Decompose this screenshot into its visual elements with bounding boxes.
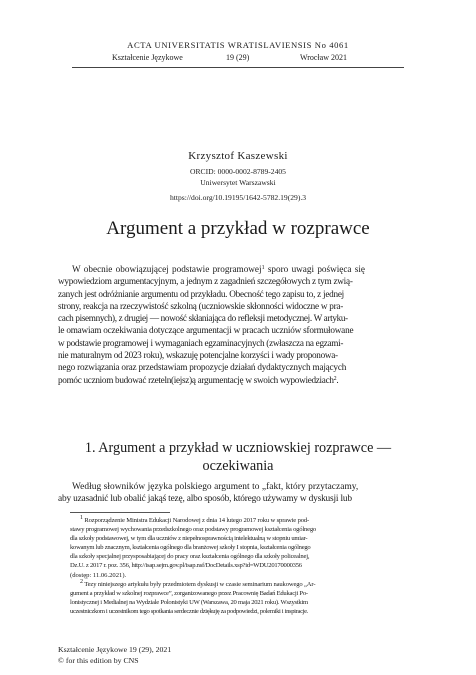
footer-citation: Kształcenie Językowe 19 (29), 2021: [58, 645, 172, 654]
author-name: Krzysztof Kaszewski: [188, 150, 288, 162]
author-orcid: ORCID: 0000-0002-8789-2405: [190, 167, 286, 176]
place-year: Wrocław 2021: [300, 53, 347, 62]
footnote-ref-2[interactable]: 2: [333, 375, 337, 382]
abstract-line: W obecnie obowiązującej podstawie programowej$^1$ sporo uwagi poświęca się: [72, 264, 366, 274]
footnote-2: $^2$ Tezy niniejszego artykułu były przedmiotem dyskusji w czasie seminarium naukowego „Ar- gument a przykład w szkolnej rozprawce”, zorganizowanego przez Pracownię Badań Edukacji Po- lonistycznej i Medialnej na Wydziale Polonistyki UW (Warszawa, 20 maja 2021 roku). Wszystkim uczestniczkom i uczestnikom tego spotkania serdecznie dziękuję za podpowiedzi, polemiki i inspiracje.: [70, 580, 416, 616]
footnote-line: dla szkoły specjalnej przysposabiającej do pracy oraz kształcenia ogólnego dla szkoły policealnej,: [70, 553, 310, 561]
footnote-1: $^1$ Rozporządzenie Ministra Edukacji Narodowej z dnia 14 lutego 2017 roku w sprawie pod- stawy programowej wychowania przedszkolnego oraz podstawy programowej kształcenia ogólnego dla szkoły podstawowej, w tym dla uczniów z niepełnosprawnością intelektualną w stopniu umiar- kowanym lub znacznym, kształcenia ogólnego dla branżowej szkoły I stopnia, kształcenia ogólnego dla szkoły specjalnej przysposabiającej do pracy oraz kształcenia ogólnego dla szkoły policealnej, Dz.U. z 2017 r. poz. 356, http://isap.sejm.gov.pl/isap.nsf/DocDetails.xsp?id=WDU20170000356 (dostęp: 11.06.2021).: [70, 516, 416, 580]
abstract-line: w podstawie programowej i wymaganiach egzaminacyjnych (zwłaszcza na egzami-: [58, 337, 344, 348]
footnote-line: dla szkoły podstawowej, w tym dla uczniów z niepełnosprawnością intelektualną w stopniu umiar-: [70, 535, 308, 543]
abstract-line: pomóc uczniom budować rzeteln(iejsz)ą argumentację w swoich wypowiedziach$^2$.: [58, 374, 339, 385]
doi-link[interactable]: https://doi.org/10.19195/1642-5782.19(29).3: [169, 193, 307, 202]
footer-copyright: © for this edition by CNS: [58, 656, 139, 665]
section-heading-line: 1. Argument a przykład w uczniowskiej rozprawce —: [84, 440, 392, 456]
footnote-line: Dz.U. z 2017 r. poz. 356, http://isap.sejm.gov.pl/isap.nsf/DocDetails.xsp?id=WDU20170000356: [70, 562, 302, 570]
abstract-line: zanych jest odróżnianie argumentu od przykładu. Obecność tego zapisu to, z jednej: [58, 288, 344, 299]
footnote-line: kowanym lub znacznym, kształcenia ogólnego dla branżowej szkoły I stopnia, kształcenia ogólnego: [70, 544, 311, 552]
journal-header: ACTA UNIVERSITATIS WRATISLAVIENSIS No 4061: [127, 40, 349, 50]
footnote-line: lonistycznej i Medialnej na Wydziale Polonistyki UW (Warszawa, 20 maja 2021 roku). Wszystkim: [70, 598, 308, 606]
abstract-line: strony, reakcja na rzeczywistość szkolną (uczniowskie skłonności widoczne w pra-: [58, 300, 344, 311]
footnote-rule: [70, 512, 170, 513]
footnote-line: uczestniczkom i uczestnikom tego spotkania serdecznie dziękuję za podpowiedzi, polemiki i inspiracje.: [70, 607, 309, 615]
abstract-line: nie maturalnym od 2023 roku), wskazuję potencjalne korzyści i wady proponowa-: [58, 350, 338, 361]
volume-number: 19 (29): [226, 53, 250, 62]
abstract: [58, 263, 414, 386]
body-line: Według słowników języka polskiego argument to „fakt, który przytaczamy,: [72, 482, 359, 492]
series-name: Kształcenie Językowe: [112, 53, 183, 62]
abstract-line: nego rozwiązania oraz przedstawiam propozycje działań dydaktycznych mających: [58, 362, 347, 373]
section-heading: [58, 440, 418, 475]
article-title: Argument a przykład w rozprawce: [106, 218, 370, 239]
abstract-line: cach pisemnych), z drugiej — nowość skłaniająca do refleksji metodycznej. W artyku-: [58, 313, 348, 324]
page-footer: [58, 644, 171, 666]
footnote-ref-1[interactable]: 1: [261, 265, 265, 271]
header-rule: [72, 67, 404, 68]
footnote-number: 1: [80, 515, 83, 521]
footnotes: [70, 516, 416, 616]
footnote-line: (dostęp: 11.06.2021).: [70, 571, 127, 579]
section-heading-line: oczekiwania: [202, 457, 274, 474]
footnote-line: gument a przykład w szkolnej rozprawce”, zorganizowanego przez Pracownię Badań Edukacji Po-: [70, 589, 308, 597]
footnote-number: 2: [80, 578, 83, 585]
body-text: [58, 481, 418, 506]
abstract-line: le omawiam oczekiwania dotyczące argumentacji w pracach uczniów sformułowane: [58, 325, 354, 336]
author-affiliation: Uniwersytet Warszawski: [200, 178, 276, 187]
body-line: aby uzasadnić lub obalić jakąś tezę, albo sposób, którego używamy w dyskusji lub: [58, 494, 352, 505]
footnote-line: stawy programowej wychowania przedszkolnego oraz podstawy programowej kształcenia ogólnego: [70, 526, 317, 534]
abstract-line: wypowiedziom argumentacyjnym, a jednym z zagadnień szczegółowych z tym zwią-: [58, 276, 353, 287]
